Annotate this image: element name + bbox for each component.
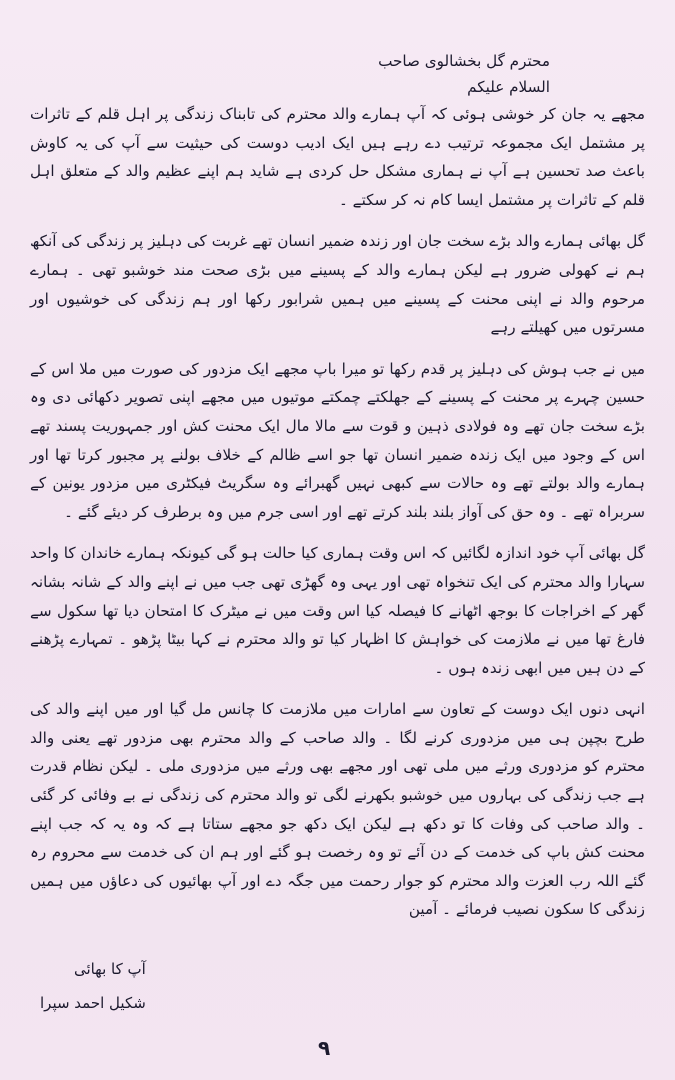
page-number: ۹ (318, 1036, 331, 1060)
paragraph-4: گل بھائی آپ خود اندازہ لگائیں کہ اس وقت ہماری کیا حالت ہو گی کیونکہ ہمارے خاندان کا واحد سہارا والد محترم کی ایک تنخواہ تھی اور یہی وہ گھڑی تھی جب میں نے اپنے والد کے شانہ بشانہ گھر کے اخراجات کا بوجھ اٹھانے کا فیصلہ کیا اس وقت میں نے میٹرک کا امتحان دیا تھا سکول سے فارغ تھا میں نے ملازمت کی خواہش کا اظہار کیا تو والد محترم نے کہا بیٹا پڑھو ۔ تمہارے پڑھنے کے دن ہیں میں ابھی زندہ ہوں ۔ (30, 544, 645, 677)
salutation-block (30, 48, 550, 100)
recipient-line: محترم گل بخشالوی صاحب (378, 52, 550, 70)
paragraph-1: مجھے یہ جان کر خوشی ہوئی کہ آپ ہمارے والد محترم کی تابناک زندگی پر اہل قلم کے تاثرات پر مشتمل ایک مجموعہ ترتیب دے رہے ہیں ایک ادیب دوست کی حیثیت سے آپ کی یہ کاوش باعث صد تحسین ہے آپ نے ہماری مشکل حل کردی ہے شاید ہم اپنے عظیم والد کے متعلق اہل قلم کے تاثرات پر مشتمل ایسا کام نہ کر سکتے ۔ (30, 105, 645, 209)
closing-block (40, 952, 146, 1020)
letter-body (30, 48, 645, 937)
paragraph-2: گل بھائی ہمارے والد بڑے سخت جان اور زندہ ضمیر انسان تھے غربت کی دہلیز پر زندگی کی آنکھ ہم نے کھولی ضرور ہے لیکن ہمارے والد کے پسینے میں بڑی صحت مند خوشبو تھی ۔ ہمارے مرحوم والد نے اپنی محنت کے پسینے میں ہمیں شرابور رکھا اور ہم زندگی کی خوشیوں اور مسرتوں میں کھیلتے رہے (30, 232, 645, 337)
greeting-line: السلام علیکم (467, 78, 550, 96)
paragraph-5: انہی دنوں ایک دوست کے تعاون سے امارات میں ملازمت کا چانس مل گیا اور میں اپنے والد کی طرح بچپن ہی میں مزدوری کرنے لگا ۔ والد صاحب کے والد محترم بھی مزدور تھے یعنی والد محترم کو مزدوری ورثے میں ملی تھی اور مجھے بھی ورثے میں مزدوری ملی ۔ لیکن نظام قدرت ہے جب زندگی کی بہاروں میں خوشبو بکھرنے لگی تو والد محترم کی زندگی نے بے وفائی کر گئی ۔ والد صاحب کی وفات کا تو دکھ ہے لیکن ایک دکھ جو مجھے ستاتا ہے کہ وہ یہ کہ جب اپنے محنت کش باپ کی خدمت کے دن آئے تو وہ رخصت ہو گئے اور ہم ان کی خدمت سے محروم رہ گئے اللہ رب العزت والد محترم کو جوار رحمت میں جگہ دے اور آپ بھائیوں کی دعاؤں میں ہمیں زندگی کا سکون نصیب فرمائے ۔ آمین (30, 700, 645, 919)
closing-line: آپ کا بھائی (73, 960, 146, 978)
paragraph-3: میں نے جب ہوش کی دہلیز پر قدم رکھا تو میرا باپ مجھے ایک مزدور کی صورت میں ملا اس کے حسین چہرے پر محنت کے پسینے کے جھلکتے چمکتے موتیوں میں مجھے اپنی تصویر دکھائی دی وہ بڑے سخت جان تھے وہ فولادی ذہین و قوت سے مالا مال ایک محنت کش اور جمہوریت پسند تھے اس کے وجود میں ایک زندہ ضمیر انسان تھا جو اسے ظالم کے خلاف بولنے پر مجبور کرتا تھا اور ہمارے والد بولتے تھے وہ حالات سے کبھی نہیں گھبرائے وہ سگریٹ فیکٹری میں مزدور یونین کے سربراہ تھے ۔ وہ حق کی آواز بلند بلند کرتے تھے اور اسی جرم میں وہ برطرف کر دیئے گئے ۔ (30, 359, 645, 521)
signature-name: شکیل احمد سپرا (40, 994, 146, 1012)
